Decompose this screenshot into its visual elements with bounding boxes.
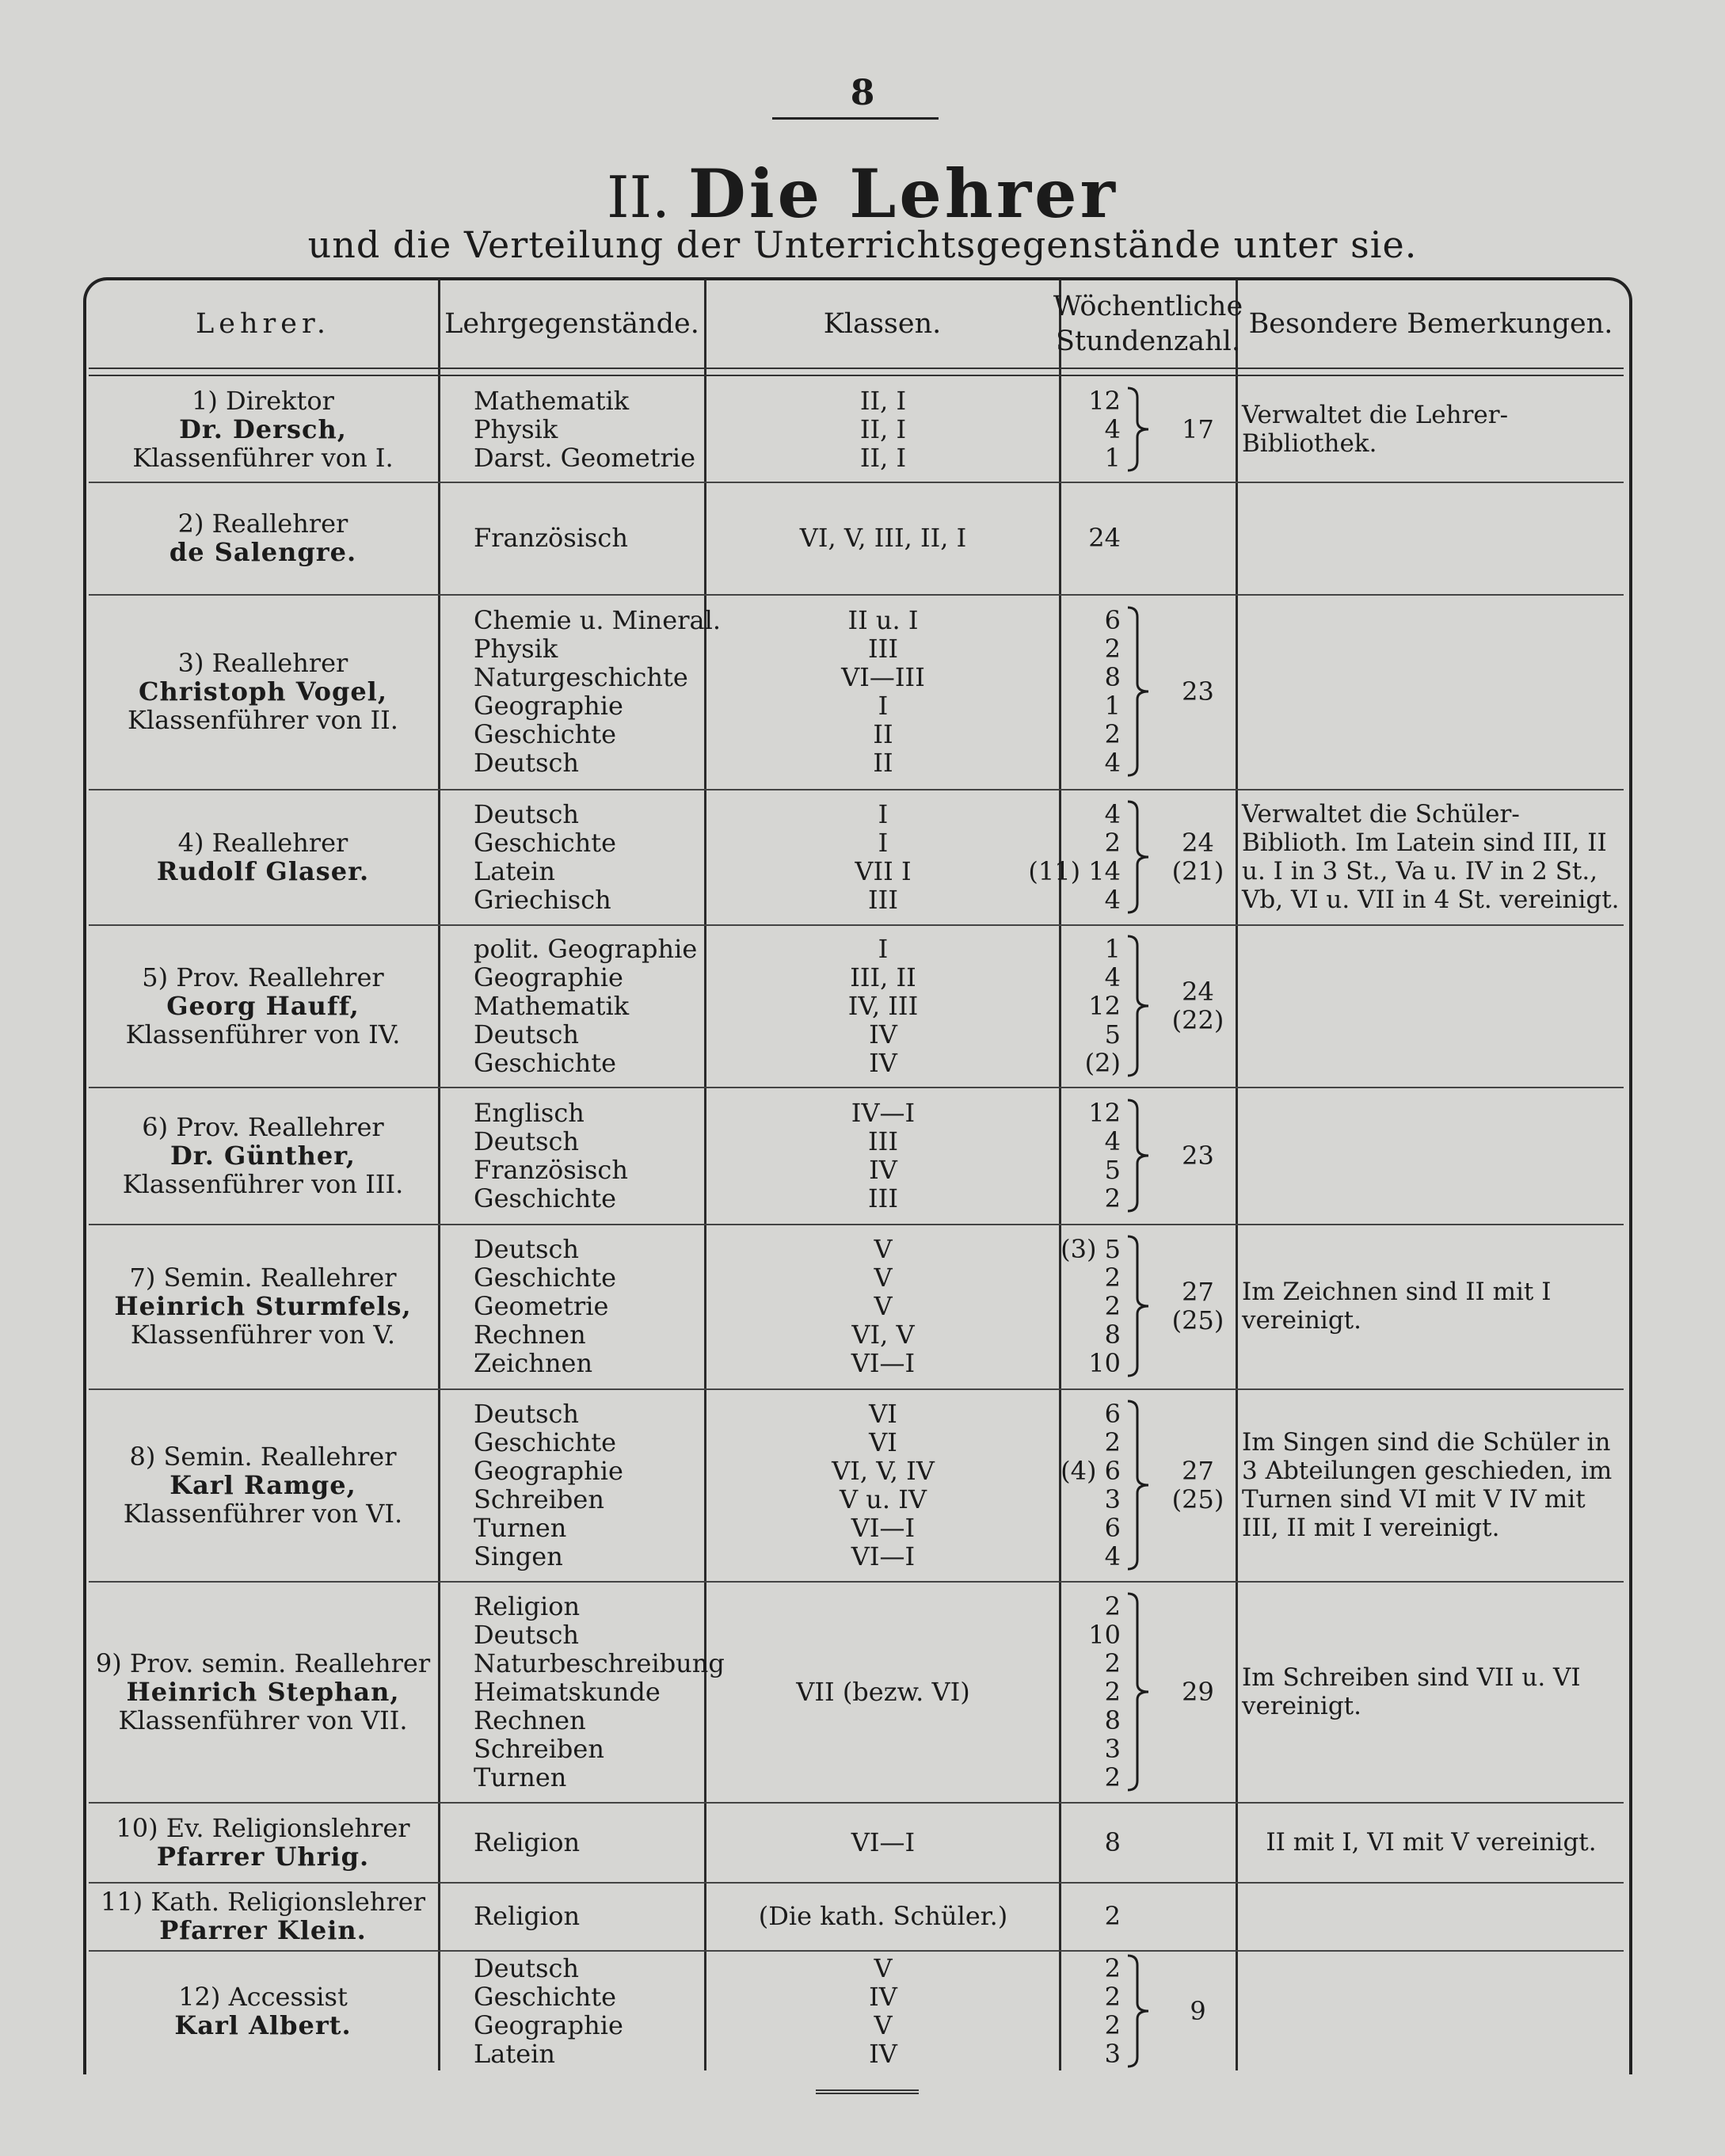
- total-hours-cell-line: (25): [1171, 1484, 1224, 1514]
- subjects-cell-line: Rechnen: [474, 1320, 586, 1350]
- section-numeral: II.: [607, 164, 670, 230]
- subjects-cell: [474, 1950, 703, 2071]
- subjects-cell-line: Deutsch: [474, 1952, 580, 1983]
- hours-cell: [1061, 1388, 1121, 1581]
- hours-cell-line: 4: [1104, 1541, 1121, 1571]
- hours-cell-line: (4) 6: [1061, 1455, 1121, 1486]
- subjects-cell-line: polit. Geographie: [474, 933, 698, 964]
- subjects-cell-line: Mathematik: [474, 386, 630, 416]
- subjects-cell-line: Geographie: [474, 2009, 623, 2040]
- teacher-cell-line: 4) Reallehrer: [177, 827, 348, 858]
- subjects-cell: [474, 1087, 703, 1224]
- hours-cell-line: 6: [1104, 1398, 1121, 1429]
- header-hours-line1: Wöchentliche: [1053, 291, 1243, 323]
- total-hours-cell-line: 23: [1182, 676, 1214, 707]
- total-hours-cell: [1152, 1388, 1243, 1581]
- subjects-cell: [474, 924, 703, 1087]
- classes-cell: [709, 1224, 1057, 1388]
- hours-cell-line: 4: [1104, 414, 1121, 444]
- subjects-cell-line: Englisch: [474, 1097, 585, 1128]
- total-hours-cell-line: 17: [1182, 414, 1214, 444]
- classes-cell-line: III: [868, 634, 898, 664]
- page-number: 8: [850, 73, 875, 113]
- header-classes-label: Klassen.: [823, 308, 942, 341]
- classes-cell-line: V u. IV: [840, 1484, 927, 1514]
- teacher-cell: [89, 1950, 437, 2071]
- teacher-cell-line: 2) Reallehrer: [177, 509, 348, 539]
- hours-cell: [1065, 1882, 1121, 1950]
- classes-cell-line: II: [873, 719, 893, 749]
- section-heading: Die Lehrer: [687, 154, 1118, 233]
- brace-path: [1128, 1236, 1148, 1376]
- teacher-cell: [89, 924, 437, 1087]
- teacher-cell-line: Klassenführer von II.: [128, 705, 398, 735]
- total-hours-cell-line: 9: [1190, 1995, 1206, 2026]
- classes-cell-line: III: [868, 1126, 898, 1156]
- hours-cell: [1065, 1802, 1121, 1882]
- subjects-cell-line: Heimatskunde: [474, 1676, 661, 1707]
- subjects-cell-line: Deutsch: [474, 798, 580, 829]
- classes-cell-line: IV: [869, 1981, 897, 2012]
- hours-cell: [1065, 594, 1121, 789]
- hours-brace: [1125, 1099, 1153, 1213]
- hours-brace: [1125, 387, 1153, 472]
- section-subtitle: und die Verteilung der Unterrichtsgegenstände unter sie.: [307, 223, 1418, 266]
- hours-cell-line: 2: [1104, 1901, 1121, 1931]
- hours-cell-line: 1: [1104, 443, 1121, 473]
- classes-cell-line: I: [878, 827, 889, 858]
- total-hours-cell-line: (25): [1171, 1305, 1224, 1335]
- hours-brace: [1125, 935, 1153, 1077]
- teacher-cell-line: Pfarrer Uhrig.: [156, 1841, 370, 1872]
- subjects-cell-line: Darst. Geometrie: [474, 443, 696, 473]
- hours-brace: [1125, 1400, 1153, 1571]
- teacher-cell-line: 5) Prov. Reallehrer: [142, 962, 384, 992]
- hours-cell-line: 5: [1104, 1019, 1121, 1049]
- classes-cell: [709, 1882, 1057, 1950]
- total-hours-cell-line: 27: [1182, 1277, 1214, 1307]
- total-hours-cell-line: 29: [1182, 1676, 1214, 1707]
- total-hours-cell: [1152, 1087, 1243, 1224]
- classes-cell-line: II, I: [859, 414, 907, 444]
- classes-cell-line: IV—I: [851, 1097, 916, 1128]
- teacher-cell: [89, 482, 437, 594]
- hours-cell-line: 2: [1104, 634, 1121, 664]
- classes-cell-line: V: [874, 2009, 893, 2040]
- subjects-cell-line: Geschichte: [474, 719, 617, 749]
- hours-cell-line: 2: [1104, 1590, 1121, 1621]
- classes-cell-line: II u. I: [847, 605, 919, 635]
- classes-cell: [709, 1388, 1057, 1581]
- teacher-cell-line: Dr. Dersch,: [179, 414, 347, 444]
- classes-cell: [709, 377, 1057, 482]
- hours-cell-line: 10: [1088, 1348, 1121, 1378]
- brace-path: [1128, 1401, 1148, 1569]
- subjects-cell-line: Singen: [474, 1541, 563, 1571]
- total-hours-cell-line: 23: [1182, 1140, 1214, 1171]
- subjects-cell-line: Naturbeschreibung: [474, 1647, 725, 1678]
- subjects-cell: [474, 482, 703, 594]
- hours-cell-line: 2: [1104, 1647, 1121, 1678]
- hours-cell-line: 8: [1104, 1827, 1121, 1857]
- hours-cell-line: 6: [1104, 1512, 1121, 1543]
- header-remarks-label: Besondere Bemerkungen.: [1248, 308, 1613, 341]
- subjects-cell-line: Französisch: [474, 523, 628, 553]
- teacher-cell-line: 10) Ev. Religionslehrer: [116, 1812, 410, 1843]
- hours-cell-line: 8: [1104, 662, 1121, 692]
- hours-cell: [1065, 482, 1121, 594]
- hours-cell-line: 2: [1104, 719, 1121, 749]
- header-subjects: [440, 285, 703, 364]
- brace-path: [1128, 936, 1148, 1076]
- total-hours-cell: [1152, 1224, 1243, 1388]
- teacher-cell-line: Klassenführer von VII.: [118, 1705, 408, 1735]
- bottom-ornament: [816, 2089, 919, 2094]
- subjects-cell-line: Deutsch: [474, 748, 580, 778]
- subjects-cell: [474, 1802, 703, 1882]
- subjects-cell: [474, 1388, 703, 1581]
- hours-cell-line: 4: [1104, 884, 1121, 915]
- total-hours-cell: [1152, 594, 1243, 789]
- subjects-cell-line: Geschichte: [474, 1427, 617, 1457]
- remarks-text: Im Schreiben sind VII u. VI vereinigt.: [1242, 1663, 1581, 1720]
- teacher-cell: [89, 789, 437, 924]
- subjects-cell-line: Turnen: [474, 1762, 567, 1792]
- subjects-cell-line: Turnen: [474, 1512, 567, 1543]
- hours-cell-line: 3: [1104, 1484, 1121, 1514]
- classes-cell-line: III: [868, 1183, 898, 1213]
- hours-cell-line: 12: [1088, 1097, 1121, 1128]
- teacher-cell-line: Heinrich Stephan,: [126, 1676, 400, 1707]
- teacher-cell-line: 3) Reallehrer: [177, 648, 348, 678]
- classes-cell-line: I: [878, 798, 889, 829]
- subjects-cell: [474, 1581, 725, 1802]
- subjects-cell-line: Geometrie: [474, 1291, 609, 1321]
- teacher-cell-line: Rudolf Glaser.: [156, 855, 370, 886]
- classes-cell-line: VII (bezw. VI): [796, 1676, 970, 1707]
- hours-brace: [1125, 1235, 1153, 1377]
- teacher-cell-line: Pfarrer Klein.: [159, 1915, 367, 1945]
- hours-cell-line: 2: [1104, 1427, 1121, 1457]
- classes-cell-line: VI—I: [851, 1827, 916, 1857]
- teacher-cell: [89, 1388, 437, 1581]
- subjects-cell-line: Religion: [474, 1827, 581, 1857]
- teacher-cell-line: Klassenführer von I.: [132, 443, 394, 473]
- hours-cell-line: 2: [1104, 1981, 1121, 2012]
- teacher-cell: [89, 377, 437, 482]
- total-hours-cell-line: 24: [1182, 827, 1214, 858]
- hours-cell-line: 10: [1088, 1619, 1121, 1650]
- subjects-cell-line: Geschichte: [474, 1047, 617, 1078]
- classes-cell-line: II, I: [859, 386, 907, 416]
- subjects-cell-line: Latein: [474, 855, 555, 886]
- hours-cell-line: 2: [1104, 1762, 1121, 1792]
- classes-cell: [709, 789, 1057, 924]
- subjects-cell-line: Geographie: [474, 691, 623, 721]
- subjects-cell-line: Naturgeschichte: [474, 662, 688, 692]
- subjects-cell-line: Griechisch: [474, 884, 611, 915]
- teacher-cell-line: 12) Accessist: [178, 1981, 348, 2012]
- header-teacher-label: Lehrer.: [196, 308, 330, 341]
- classes-cell-line: IV: [869, 1019, 897, 1049]
- hours-brace: [1125, 606, 1153, 777]
- hours-cell-line: (3) 5: [1061, 1234, 1121, 1264]
- classes-cell-line: I: [878, 933, 889, 964]
- teacher-cell: [89, 594, 437, 789]
- subjects-cell-line: Geographie: [474, 1455, 623, 1486]
- teacher-cell-line: 9) Prov. semin. Reallehrer: [95, 1647, 431, 1678]
- section-title: [0, 154, 1725, 233]
- subjects-cell-line: Geschichte: [474, 827, 617, 858]
- remarks-cell: [1242, 1802, 1620, 1882]
- hours-cell-line: 4: [1104, 748, 1121, 778]
- hours-cell-line: 12: [1088, 386, 1121, 416]
- classes-cell-line: VII I: [855, 855, 912, 886]
- remarks-text: Verwaltet die Lehrer-Bibliothek.: [1242, 401, 1509, 458]
- hours-cell-line: 2: [1104, 1676, 1121, 1707]
- subjects-cell-line: Zeichnen: [474, 1348, 593, 1378]
- classes-cell: [709, 594, 1057, 789]
- remarks-text: Im Zeichnen sind II mit I vereinigt.: [1242, 1278, 1552, 1335]
- hours-cell-line: 2: [1104, 2009, 1121, 2040]
- hours-cell-line: 2: [1104, 827, 1121, 858]
- hours-cell-line: 12: [1088, 990, 1121, 1021]
- remarks-cell: [1242, 1388, 1620, 1581]
- subjects-cell-line: Mathematik: [474, 990, 630, 1021]
- hours-cell-line: 1: [1104, 933, 1121, 964]
- subjects-cell: [474, 594, 721, 789]
- hours-cell: [1065, 1087, 1121, 1224]
- classes-cell: [709, 482, 1057, 594]
- classes-cell-line: VI—I: [851, 1541, 916, 1571]
- total-hours-cell-line: (22): [1171, 1004, 1224, 1035]
- hours-cell-line: 4: [1104, 798, 1121, 829]
- teacher-cell-line: de Salengre.: [169, 537, 357, 567]
- hours-cell-line: 1: [1104, 691, 1121, 721]
- subjects-cell: [474, 1224, 703, 1388]
- subjects-cell-line: Deutsch: [474, 1019, 580, 1049]
- subjects-cell: [474, 789, 703, 924]
- subjects-cell-line: Deutsch: [474, 1619, 580, 1650]
- header-remarks: [1238, 285, 1624, 364]
- hours-cell: [1061, 1224, 1121, 1388]
- total-hours-cell: [1152, 1950, 1243, 2071]
- teacher-cell-line: 6) Prov. Reallehrer: [142, 1111, 384, 1142]
- subjects-cell-line: Geschichte: [474, 1263, 617, 1293]
- subjects-cell-line: Schreiben: [474, 1733, 604, 1764]
- classes-cell-line: VI—III: [841, 662, 925, 692]
- classes-cell: [709, 1950, 1057, 2071]
- teacher-cell-line: Klassenführer von III.: [122, 1168, 404, 1199]
- hours-cell-line: 4: [1104, 1126, 1121, 1156]
- teacher-cell-line: 8) Semin. Reallehrer: [129, 1441, 397, 1472]
- subjects-cell-line: Latein: [474, 2038, 555, 2069]
- classes-cell-line: III, II: [850, 962, 916, 992]
- brace-path: [1128, 608, 1148, 775]
- teacher-cell-line: Klassenführer von IV.: [125, 1019, 401, 1049]
- subjects-cell-line: Französisch: [474, 1154, 628, 1185]
- subjects-cell: [474, 377, 703, 482]
- hours-cell-line: 3: [1104, 2038, 1121, 2069]
- hours-cell: [1028, 789, 1121, 924]
- brace-path: [1128, 802, 1148, 912]
- teacher-cell-line: Klassenführer von VI.: [123, 1498, 403, 1529]
- subjects-cell-line: Deutsch: [474, 1126, 580, 1156]
- remarks-cell: [1242, 1581, 1620, 1802]
- remarks-cell: [1242, 789, 1620, 924]
- classes-cell-line: VI, V, III, II, I: [799, 523, 967, 553]
- hours-cell-line: 8: [1104, 1705, 1121, 1735]
- classes-cell-line: IV, III: [847, 990, 919, 1021]
- subjects-cell-line: Geographie: [474, 962, 623, 992]
- classes-cell-line: V: [874, 1291, 893, 1321]
- subjects-cell-line: Deutsch: [474, 1398, 580, 1429]
- subjects-cell-line: Religion: [474, 1590, 581, 1621]
- classes-cell-line: III: [868, 884, 898, 915]
- header-rule: [89, 368, 1624, 369]
- teacher-cell: [89, 1087, 437, 1224]
- classes-cell-line: VI: [869, 1398, 897, 1429]
- teacher-cell-line: Georg Hauff,: [166, 990, 360, 1021]
- subjects-cell-line: Geschichte: [474, 1981, 617, 2012]
- classes-cell-line: I: [878, 691, 889, 721]
- page-number-rule: [772, 117, 939, 120]
- subjects-cell-line: Religion: [474, 1901, 581, 1931]
- hours-cell-line: 8: [1104, 1320, 1121, 1350]
- hours-cell-line: 24: [1088, 523, 1121, 553]
- teacher-cell-line: Klassenführer von V.: [130, 1320, 396, 1350]
- subjects-cell-line: Deutsch: [474, 1234, 580, 1264]
- hours-brace: [1125, 1592, 1153, 1792]
- hours-cell: [1065, 1581, 1121, 1802]
- subjects-cell-line: Rechnen: [474, 1705, 586, 1735]
- subjects-cell-line: Physik: [474, 414, 558, 444]
- hours-brace: [1125, 800, 1153, 914]
- classes-cell-line: (Die kath. Schüler.): [758, 1901, 1008, 1931]
- remarks-cell: [1242, 1224, 1620, 1388]
- hours-brace: [1125, 1954, 1153, 2068]
- hours-cell-line: 6: [1104, 605, 1121, 635]
- header-teacher: [89, 285, 437, 364]
- classes-cell-line: VI: [869, 1427, 897, 1457]
- classes-cell-line: VI, V: [851, 1320, 915, 1350]
- teacher-cell: [89, 1802, 437, 1882]
- brace-path: [1128, 1956, 1148, 2066]
- classes-cell: [709, 1087, 1057, 1224]
- remarks-text: Im Singen sind die Schüler in 3 Abteilungen geschieden, im Turnen sind VI mit V IV mit III, II mit I vereinigt.: [1242, 1427, 1613, 1542]
- header-hours: [1053, 285, 1243, 364]
- classes-cell-line: V: [874, 1952, 893, 1983]
- classes-cell: [709, 1581, 1057, 1802]
- brace-path: [1128, 388, 1148, 470]
- subjects-cell: [474, 1882, 703, 1950]
- total-hours-cell-line: 24: [1182, 976, 1214, 1007]
- classes-cell-line: IV: [869, 1047, 897, 1078]
- teacher-cell-line: 7) Semin. Reallehrer: [129, 1263, 397, 1293]
- classes-cell-line: V: [874, 1263, 893, 1293]
- total-hours-cell-line: 27: [1182, 1455, 1214, 1486]
- header-rule: [89, 375, 1624, 376]
- hours-cell: [1065, 924, 1121, 1087]
- subjects-cell-line: Physik: [474, 634, 558, 664]
- hours-cell-line: 2: [1104, 1263, 1121, 1293]
- classes-cell: [709, 924, 1057, 1087]
- header-classes: [706, 285, 1058, 364]
- classes-cell-line: II, I: [859, 443, 907, 473]
- classes-cell-line: IV: [869, 1154, 897, 1185]
- classes-cell-line: VI—I: [851, 1512, 916, 1543]
- remarks-cell: [1242, 377, 1620, 482]
- hours-cell-line: 5: [1104, 1154, 1121, 1185]
- brace-path: [1128, 1594, 1148, 1790]
- classes-cell-line: IV: [869, 2038, 897, 2069]
- hours-cell: [1065, 1950, 1121, 2071]
- hours-cell-line: 2: [1104, 1952, 1121, 1983]
- hours-cell-line: 3: [1104, 1733, 1121, 1764]
- teacher-cell: [89, 1882, 437, 1950]
- hours-cell-line: (11) 14: [1028, 855, 1121, 886]
- hours-cell-line: 4: [1104, 962, 1121, 992]
- hours-cell: [1065, 377, 1121, 482]
- classes-cell-line: II: [873, 748, 893, 778]
- total-hours-cell: [1152, 924, 1243, 1087]
- teacher-cell: [89, 1581, 437, 1802]
- teacher-cell: [89, 1224, 437, 1388]
- total-hours-cell: [1152, 1581, 1243, 1802]
- hours-cell-line: 2: [1104, 1291, 1121, 1321]
- header-hours-line2: Stundenzahl.: [1056, 326, 1240, 357]
- subjects-cell-line: Schreiben: [474, 1484, 604, 1514]
- teacher-cell-line: Dr. Günther,: [170, 1140, 356, 1171]
- classes-cell-line: V: [874, 1234, 893, 1264]
- teacher-cell-line: 11) Kath. Religionslehrer: [101, 1887, 425, 1917]
- header-subjects-label: Lehrgegenstände.: [444, 308, 699, 341]
- classes-cell-line: VI, V, IV: [832, 1455, 935, 1486]
- teacher-cell-line: Karl Albert.: [174, 2009, 352, 2040]
- classes-cell-line: VI—I: [851, 1348, 916, 1378]
- teacher-cell-line: Heinrich Sturmfels,: [114, 1291, 412, 1321]
- subjects-cell-line: Chemie u. Mineral.: [474, 605, 721, 635]
- teacher-cell-line: Christoph Vogel,: [139, 676, 387, 707]
- teacher-cell-line: 1) Direktor: [192, 386, 334, 416]
- classes-cell: [709, 1802, 1057, 1882]
- remarks-text: II mit I, VI mit V vereinigt.: [1266, 1827, 1597, 1857]
- total-hours-cell: [1152, 377, 1243, 482]
- total-hours-cell-line: (21): [1171, 855, 1224, 886]
- teacher-cell-line: Karl Ramge,: [169, 1469, 356, 1500]
- brace-path: [1128, 1100, 1148, 1211]
- hours-cell-line: (2): [1084, 1047, 1121, 1078]
- hours-cell-line: 2: [1104, 1183, 1121, 1213]
- total-hours-cell: [1152, 789, 1243, 924]
- remarks-text: Verwaltet die Schüler-Biblioth. Im Latein sind III, II u. I in 3 St., Va u. IV in 2 St., Vb, VI u. VII in 4 St. vereinigt.: [1242, 799, 1620, 914]
- subjects-cell-line: Geschichte: [474, 1183, 617, 1213]
